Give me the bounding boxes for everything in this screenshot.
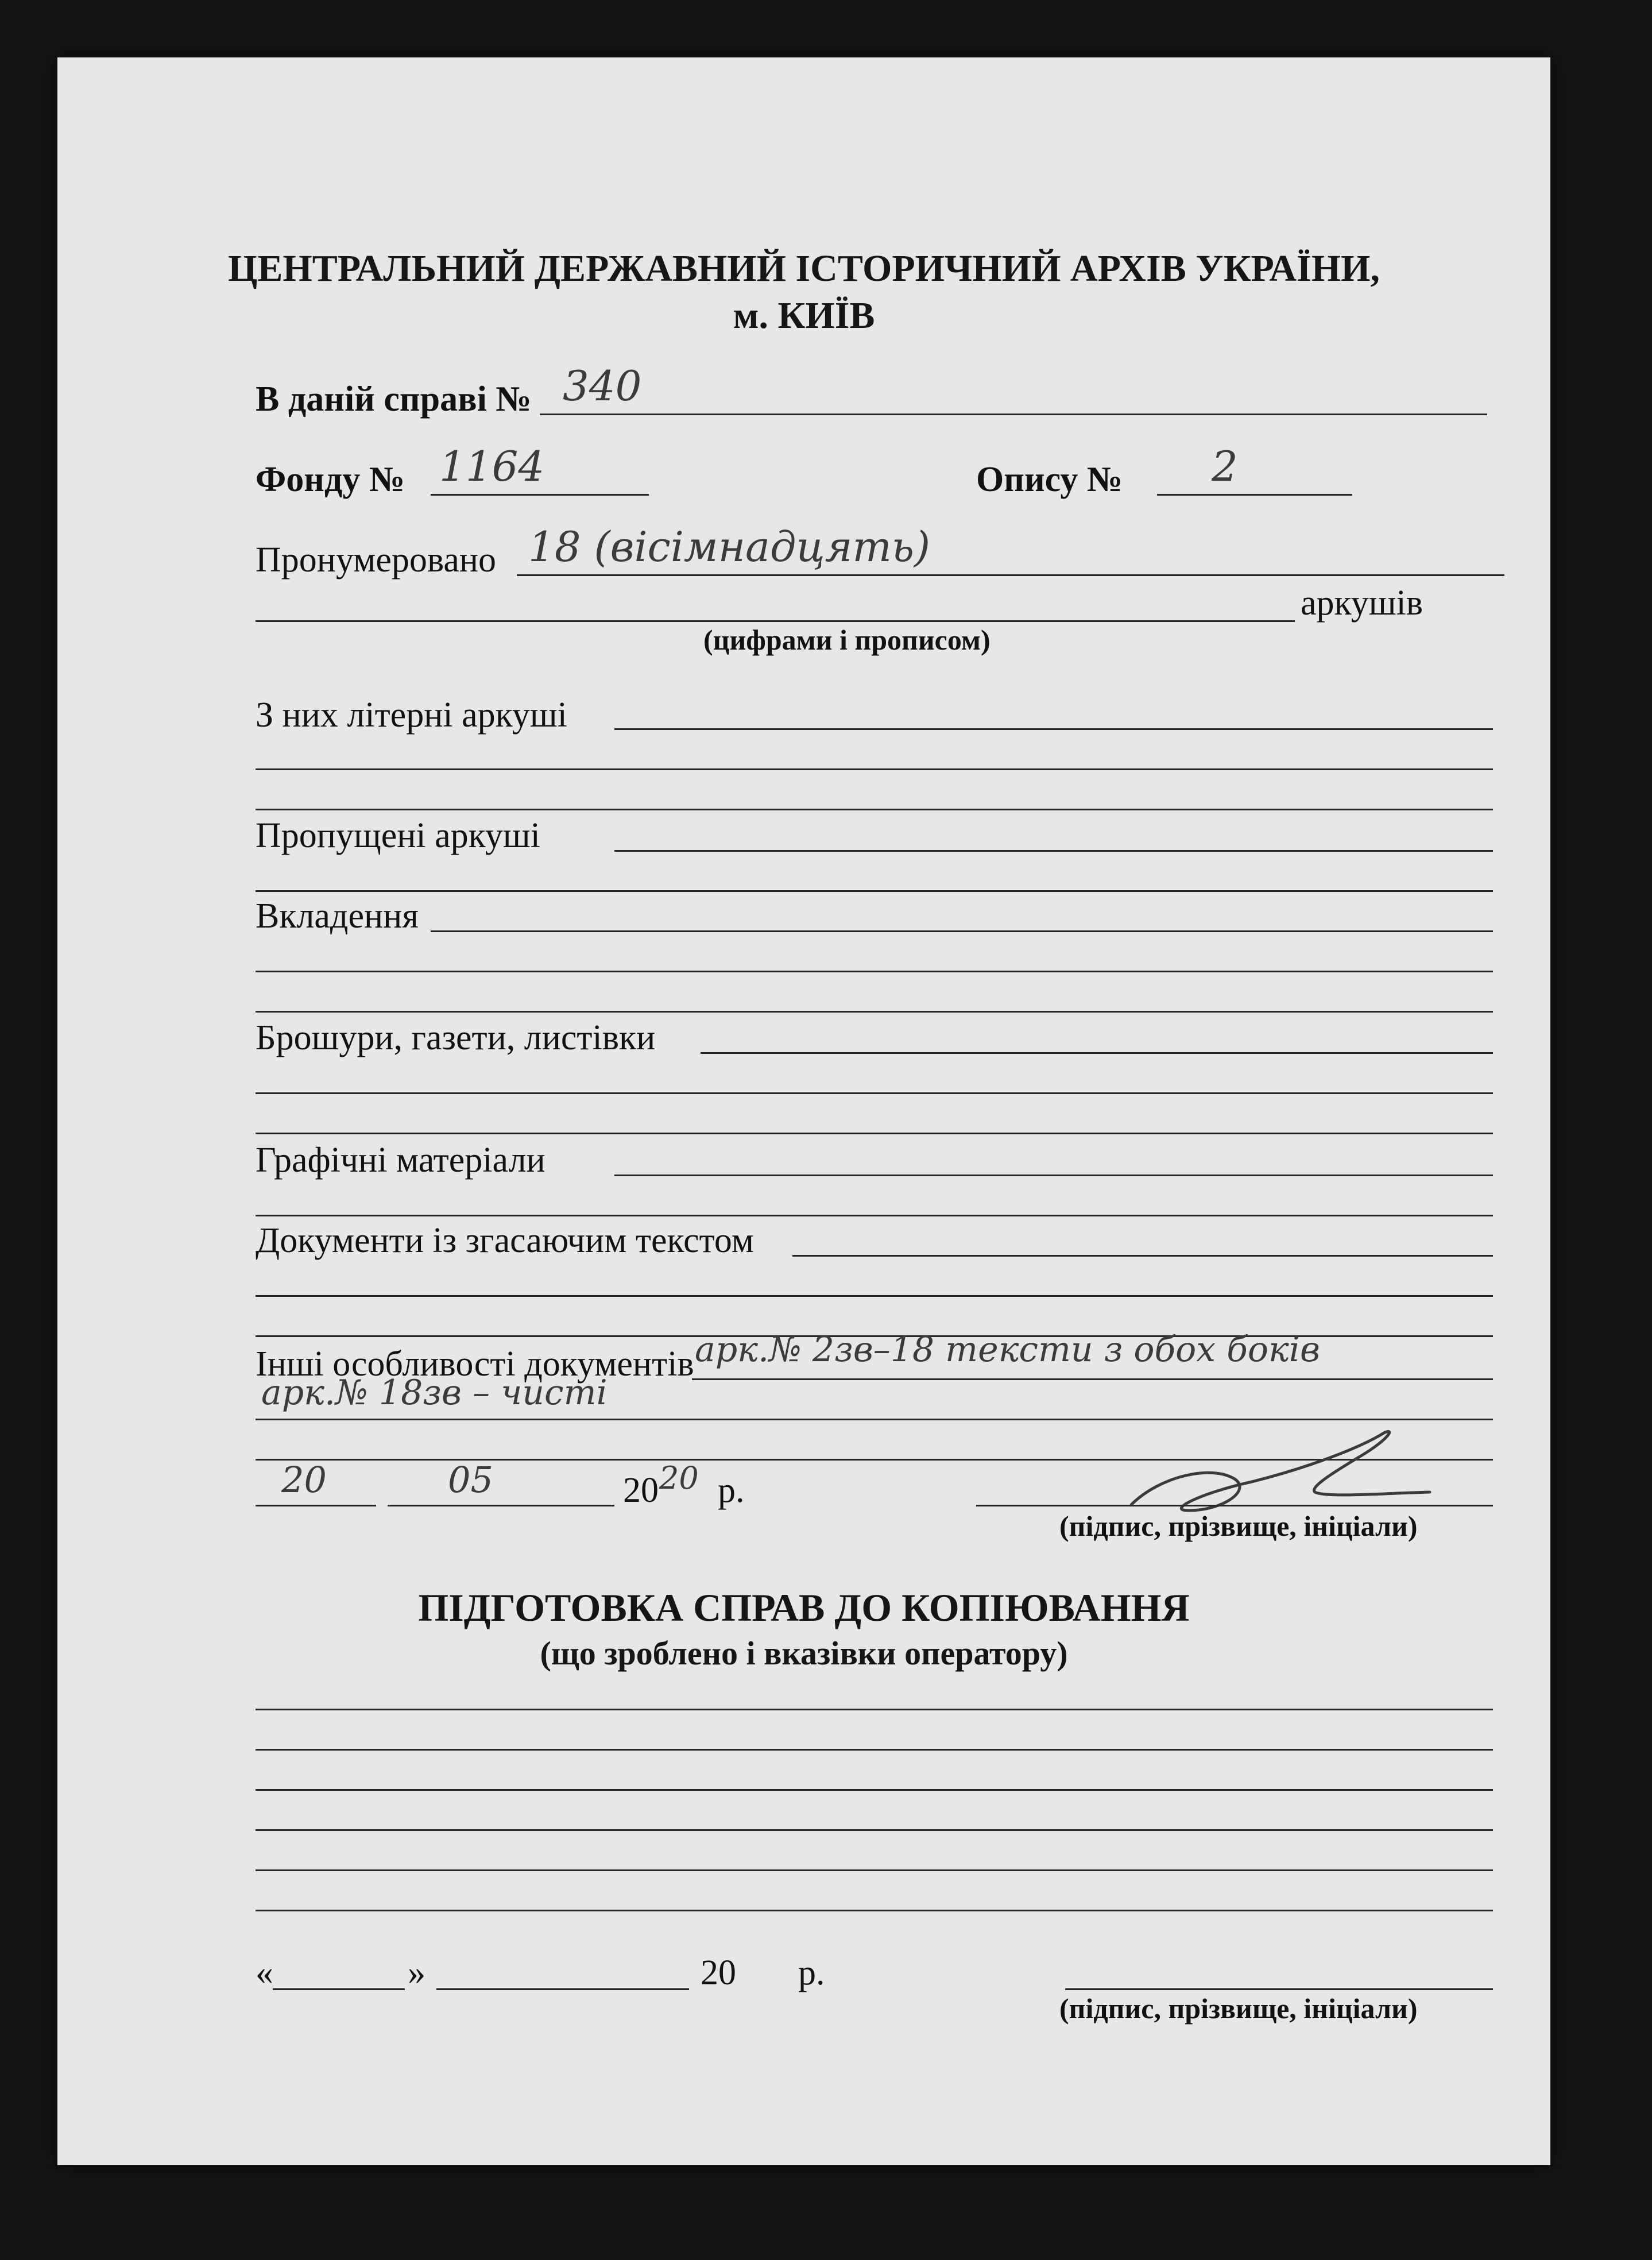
date1-year-prefix: 20 bbox=[623, 1471, 659, 1510]
other-features-line-2 bbox=[256, 1419, 1493, 1420]
brochures-line-2 bbox=[256, 1092, 1493, 1094]
numbered-hint: (цифрами і прописом) bbox=[703, 624, 991, 656]
graphics-label: Графічні матеріали bbox=[256, 1141, 545, 1180]
section2-line-5 bbox=[256, 1869, 1493, 1871]
graphics-line bbox=[614, 1175, 1493, 1176]
section2-subtitle: (що зроблено і вказівки оператору) bbox=[540, 1635, 1068, 1672]
section2-line-6 bbox=[256, 1910, 1493, 1911]
missing-sheets-line-2 bbox=[256, 890, 1493, 892]
brochures-line-3 bbox=[256, 1133, 1493, 1134]
letter-sheets-label: З них літерні аркуші bbox=[256, 696, 567, 735]
fading-text-line-2 bbox=[256, 1295, 1493, 1297]
date1-day: 20 bbox=[281, 1459, 327, 1501]
section2-line-1 bbox=[256, 1709, 1493, 1710]
opys-label: Опису № bbox=[976, 460, 1123, 499]
other-features-value-2: арк.№ 18зв – чисті bbox=[261, 1373, 608, 1413]
brochures-label: Брошури, газети, листівки bbox=[256, 1018, 656, 1057]
other-features-line bbox=[692, 1378, 1493, 1380]
fond-line bbox=[431, 494, 649, 496]
date2-r: р. bbox=[798, 1953, 825, 1992]
graphics-line-2 bbox=[256, 1215, 1493, 1216]
numbered-line bbox=[517, 574, 1504, 576]
date2-open-quote: « bbox=[256, 1953, 273, 1992]
fond-value: 1164 bbox=[439, 442, 545, 490]
missing-sheets-label: Пропущені аркуші bbox=[256, 816, 540, 855]
section2-line-2 bbox=[256, 1749, 1493, 1751]
attachments-line-2 bbox=[256, 971, 1493, 972]
letter-sheets-line-2 bbox=[256, 768, 1493, 770]
form-sheet bbox=[57, 57, 1550, 2165]
signature-line bbox=[976, 1505, 1493, 1506]
date1-day-line bbox=[256, 1505, 376, 1506]
date2-month-line bbox=[436, 1988, 689, 1990]
attachments-line bbox=[431, 930, 1493, 932]
letter-sheets-line bbox=[614, 728, 1493, 730]
numbered-suffix: аркушів bbox=[1301, 584, 1423, 623]
date1-month: 05 bbox=[448, 1459, 493, 1501]
missing-sheets-line bbox=[614, 850, 1493, 852]
section2-title: ПІДГОТОВКА СПРАВ ДО КОПІЮВАННЯ bbox=[418, 1586, 1190, 1629]
fading-text-line bbox=[792, 1255, 1493, 1257]
other-features-label: Інші особливості документів bbox=[256, 1345, 694, 1384]
fading-text-label: Документи із згасаючим текстом bbox=[256, 1221, 754, 1260]
signature-mark bbox=[1120, 1424, 1441, 1522]
archive-name: ЦЕНТРАЛЬНИЙ ДЕРЖАВНИЙ ІСТОРИЧНИЙ АРХІВ УКРАЇНИ, bbox=[228, 248, 1380, 289]
date2-year: 20 bbox=[701, 1953, 736, 1992]
archive-city: м. КИЇВ bbox=[733, 295, 875, 337]
date1-r: р. bbox=[718, 1471, 745, 1510]
attachments-label: Вкладення bbox=[256, 897, 419, 936]
numbered-value: 18 (вісімнадцять) bbox=[528, 523, 931, 571]
date2-close-quote: » bbox=[408, 1953, 425, 1992]
section2-line-3 bbox=[256, 1789, 1493, 1791]
numbered-line-2 bbox=[256, 620, 1295, 622]
date2-day-line bbox=[273, 1988, 405, 1990]
opys-value: 2 bbox=[1212, 442, 1238, 490]
letter-sheets-line-3 bbox=[256, 809, 1493, 810]
numbered-label: Пронумеровано bbox=[256, 540, 497, 580]
signature-caption: (підпис, прізвище, ініціали) bbox=[1059, 1510, 1418, 1542]
attachments-line-3 bbox=[256, 1011, 1493, 1013]
case-label: В даній справі № bbox=[256, 380, 532, 419]
opys-line bbox=[1157, 494, 1352, 496]
brochures-line bbox=[701, 1052, 1493, 1054]
signature-caption-2: (підпис, прізвище, ініціали) bbox=[1059, 1992, 1418, 2025]
other-features-value-1: арк.№ 2зв–18 тексти з обох боків bbox=[695, 1330, 1320, 1370]
section2-line-4 bbox=[256, 1829, 1493, 1831]
date1-year-suffix: 20 bbox=[659, 1460, 699, 1496]
signature2-line bbox=[1065, 1988, 1493, 1990]
case-value: 340 bbox=[563, 362, 642, 410]
case-line bbox=[540, 414, 1487, 415]
date1-month-line bbox=[388, 1505, 614, 1506]
fond-label: Фонду № bbox=[256, 460, 405, 499]
